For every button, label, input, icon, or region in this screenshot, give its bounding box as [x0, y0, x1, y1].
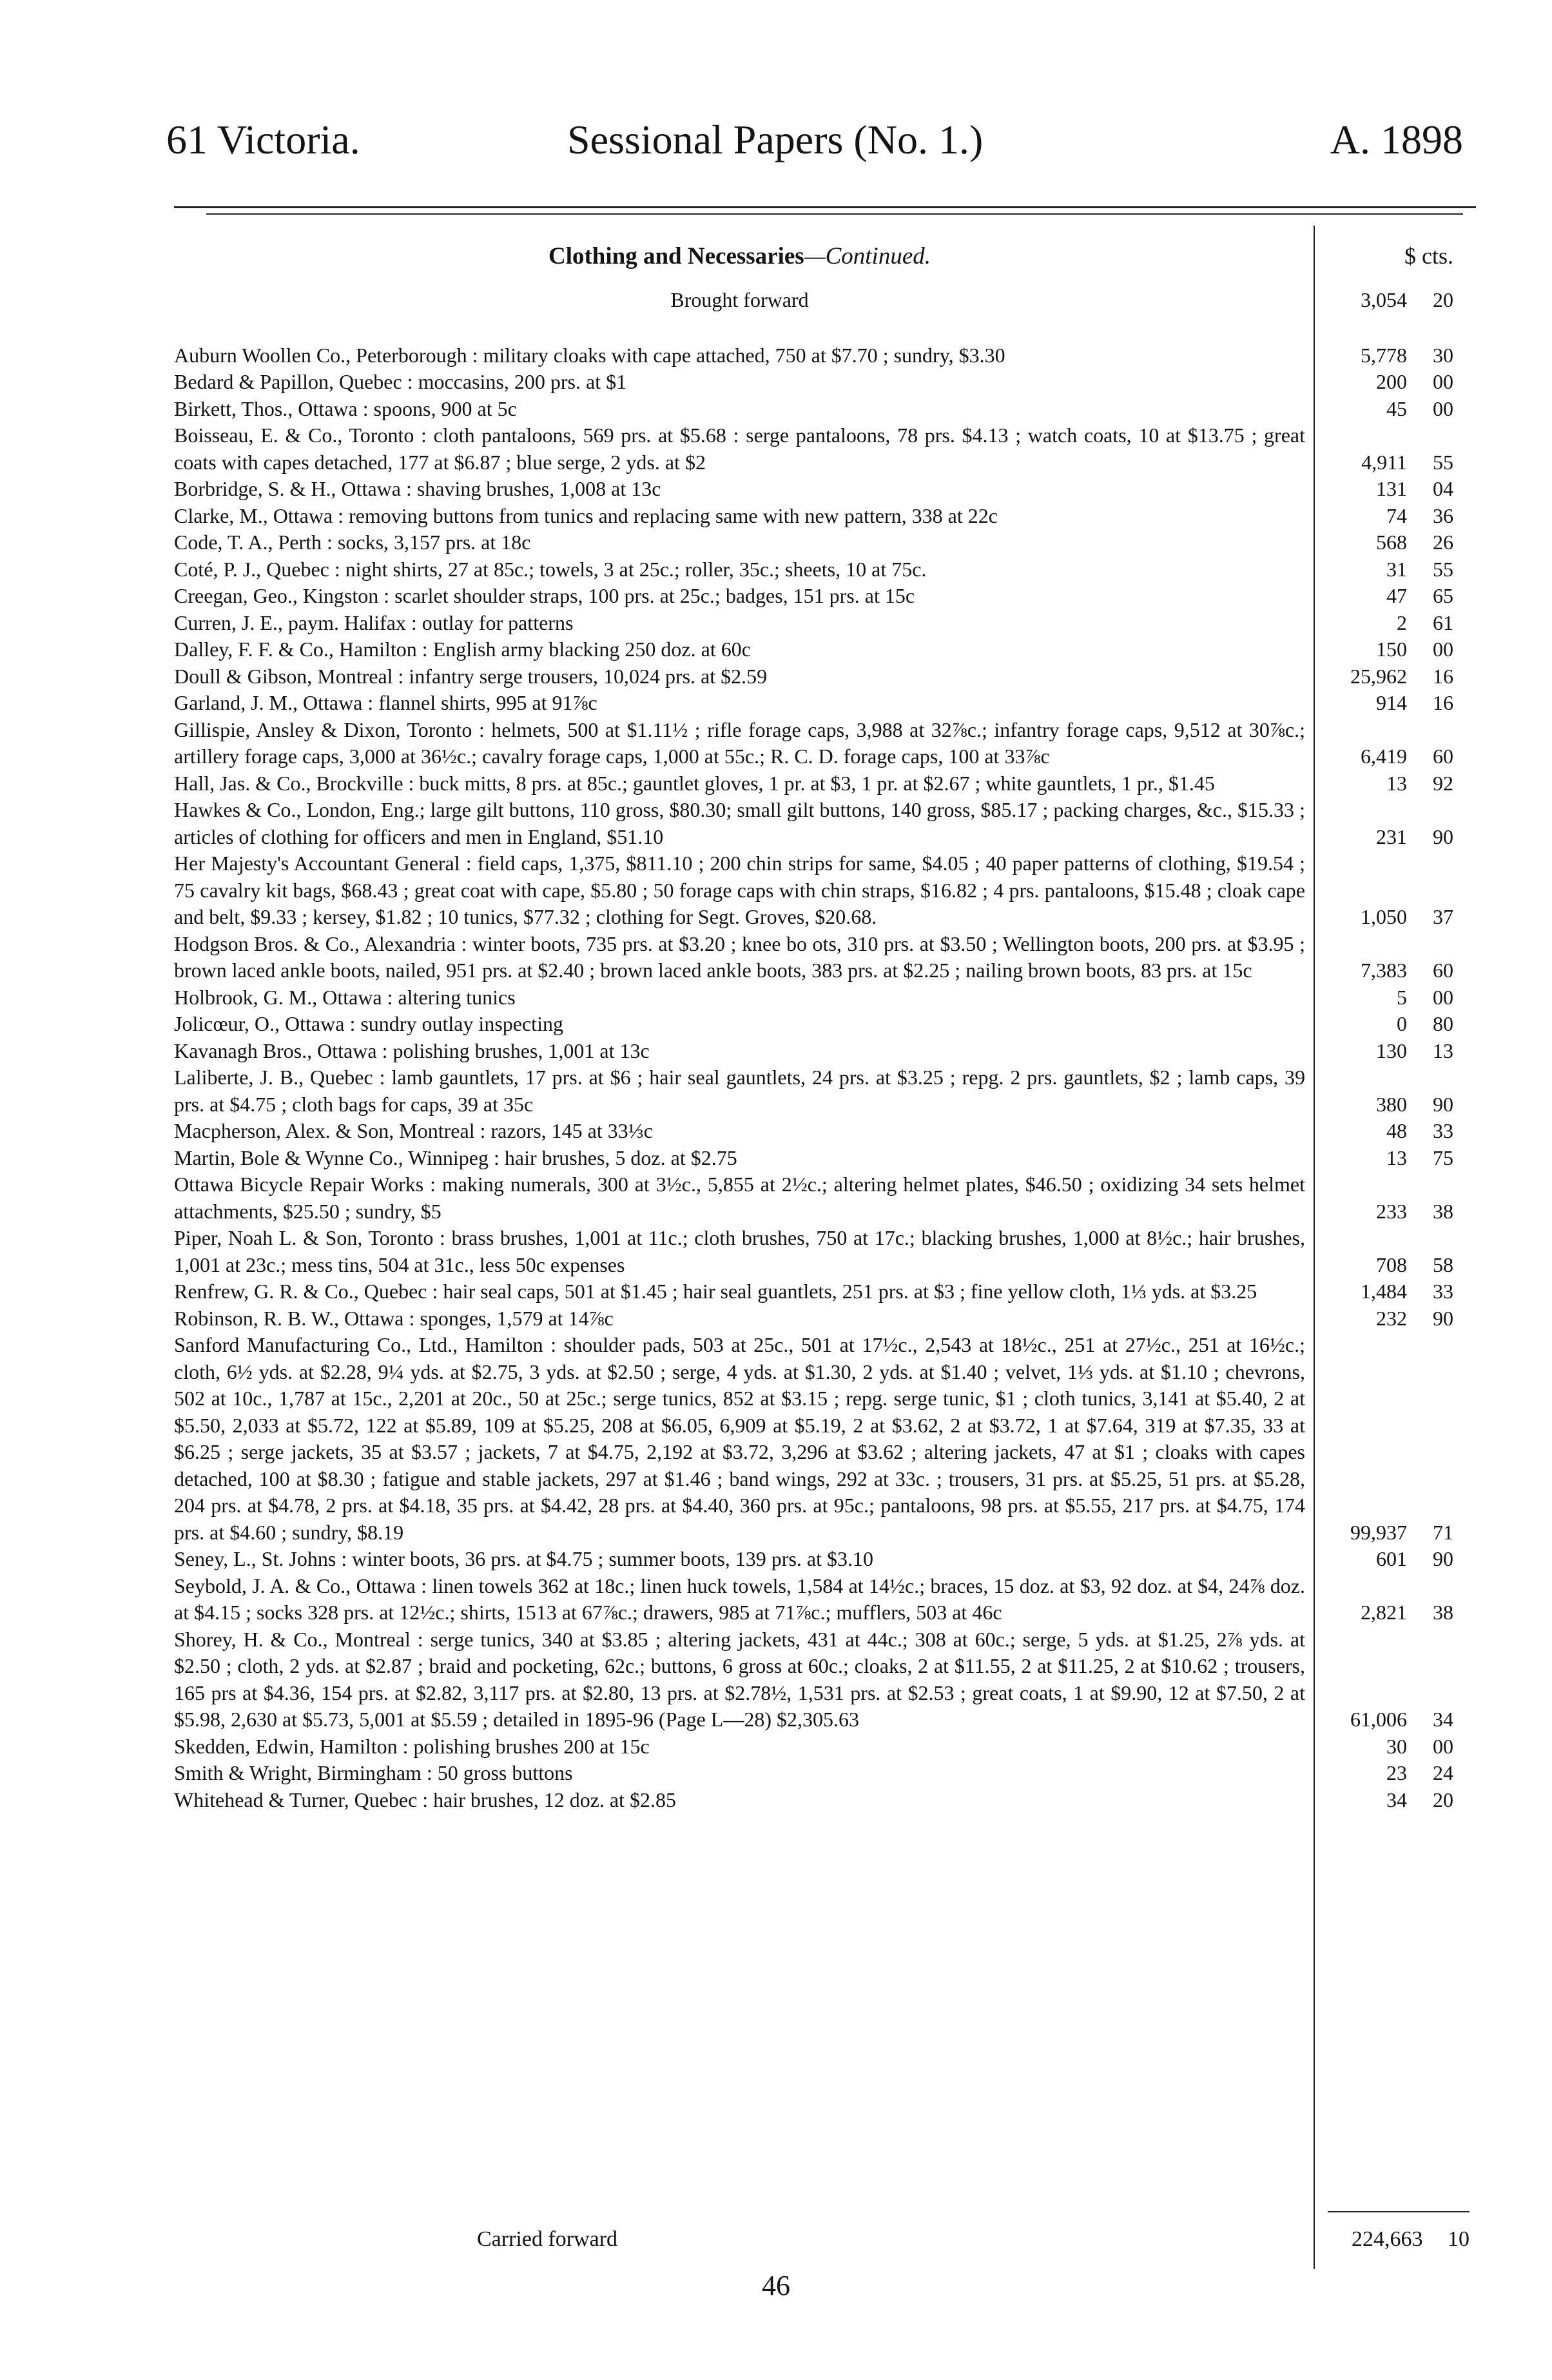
brought-forward-dollars: 3,054: [1361, 288, 1407, 311]
ledger-row: [174, 1118, 1476, 1145]
entry-description: Creegan, Geo., Kingston : scarlet shoulder straps, 100 prs. at 25c.; badges, 151 prs. at 15c: [174, 584, 915, 607]
ledger-row: [174, 1171, 1476, 1225]
ledger-row: [174, 1225, 1476, 1278]
entry-cents: 65: [1433, 584, 1453, 607]
ledger-row: [174, 1760, 1476, 1787]
ledger-row: [174, 583, 1476, 610]
entry-description: Hall, Jas. & Co., Brockville : buck mitts, 8 prs. at 85c.; gauntlet gloves, 1 pr. at $3, 1 pr. at $2.67 ; white gauntlets, 1 pr., $1.45: [174, 771, 1215, 795]
entry-cents: 00: [1433, 638, 1453, 661]
entry-description: Piper, Noah L. & Son, Toronto : brass brushes, 1,001 at 11c.; cloth brushes, 750 at 17c.; blacking brushes, 1,000 at 8½c.; hair brushes, 1,001 at 23c.; mess tins, 504 at 31c., less 50c expenses: [174, 1226, 1305, 1276]
ledger-row: [174, 529, 1476, 556]
amount-column-header: $ cts.: [1404, 242, 1453, 269]
entry-description: Auburn Woollen Co., Peterborough : military cloaks with cape attached, 750 at $7.70 ; sundry, $3.30: [174, 343, 1005, 367]
entry-description: Renfrew, G. R. & Co., Quebec : hair seal caps, 501 at $1.45 ; hair seal guantlets, 251 prs. at $3 ; fine yellow cloth, 1⅓ yds. at $3.25: [174, 1280, 1257, 1303]
entry-amount: [1305, 1011, 1466, 1038]
entry-description: Clarke, M., Ottawa : removing buttons from tunics and replacing same with new pattern, 338 at 22c: [174, 503, 998, 527]
ledger-row: [174, 1064, 1476, 1118]
entry-description: Borbridge, S. & H., Ottawa : shaving brushes, 1,008 at 13c: [174, 477, 661, 500]
entry-description: Doull & Gibson, Montreal : infantry serge trousers, 10,024 prs. at $2.59: [174, 664, 768, 688]
entry-amount: [1305, 1278, 1466, 1305]
entry-dollars: 45: [1386, 396, 1407, 420]
entry-amount: [1305, 1706, 1466, 1733]
header-rule-thin: [206, 213, 1463, 215]
entry-cents: 92: [1433, 771, 1453, 795]
entry-dollars: 601: [1376, 1547, 1407, 1570]
entry-dollars: 74: [1386, 503, 1407, 527]
entry-dollars: 1,484: [1361, 1280, 1407, 1303]
entry-dollars: 30: [1386, 1734, 1407, 1758]
ledger-row: [174, 690, 1476, 717]
entry-dollars: 2: [1397, 610, 1407, 634]
entry-dollars: 0: [1397, 1012, 1407, 1035]
entry-dollars: 99,937: [1350, 1520, 1407, 1544]
ledger-row: [174, 717, 1476, 770]
entry-cents: 90: [1433, 1092, 1453, 1116]
entry-dollars: 6,419: [1361, 745, 1407, 768]
entry-amount: [1305, 957, 1466, 984]
entry-description: Jolicœur, O., Ottawa : sundry outlay inspecting: [174, 1012, 563, 1035]
entry-description: Seybold, J. A. & Co., Ottawa : linen towels 362 at 18c.; linen huck towels, 1,584 at 14½c.; braces, 15 doz. at $3, 92 doz. at $4, 24⅞ doz. at $4.15 ; socks 328 prs. at 12½c.; shirts, 1513 at 67⅞c.; drawers, 985 at 71⅞c.; mufflers, 503 at 46c: [174, 1574, 1305, 1624]
entry-cents: 33: [1433, 1119, 1453, 1142]
entry-description: Shorey, H. & Co., Montreal : serge tunics, 340 at $3.85 ; altering jackets, 431 at 44c.; 308 at 60c.; serge, 5 yds. at $1.25, 2⅞ yds. at $2.50 ; cloth, 2 yds. at $2.87 ; braid and pocketing, 62c.; buttons, 6 gross at 60c.; cloaks, 2 at $11.55, 2 at $11.25, 2 at $10.62 ; trousers, 165 prs at $4.36, 154 prs. at $2.82, 3,117 prs. at $2.80, 13 prs. at $2.78½, 1,531 prs. at $2.53 ; great coats, 1 at $9.90, 12 at $7.50, 2 at $5.98, 2,630 at $5.73, 5,001 at $5.59 ; detailed in 1895-96 (Page L—28) $2,305.63: [174, 1627, 1305, 1731]
entry-description: Hodgson Bros. & Co., Alexandria : winter boots, 735 prs. at $3.20 ; knee bo ots, 310 prs. at $3.50 ; Wellington boots, 200 prs. at $3.95 ; brown laced ankle boots, nailed, 951 prs. at $2.40 ; brown laced ankle boots, 383 prs. at $2.25 ; nailing brown boots, 83 prs. at 15c: [174, 932, 1305, 982]
entry-amount: [1305, 503, 1466, 530]
entry-amount: [1305, 1118, 1466, 1145]
entry-cents: 00: [1433, 396, 1453, 420]
entry-amount: [1305, 610, 1466, 637]
entry-cents: 38: [1433, 1601, 1453, 1624]
ledger-row: [174, 1573, 1476, 1626]
ledger-row: [174, 342, 1476, 369]
entry-description: Robinson, R. B. W., Ottawa : sponges, 1,579 at 14⅞c: [174, 1306, 614, 1330]
entry-dollars: 150: [1376, 638, 1407, 661]
entry-amount: [1305, 529, 1466, 556]
ledger-row: [174, 1546, 1476, 1573]
entry-description: Whitehead & Turner, Quebec : hair brushes, 12 doz. at $2.85: [174, 1788, 676, 1811]
ledger-table: [174, 226, 1476, 1813]
entry-amount: [1305, 690, 1466, 717]
entry-cents: 61: [1433, 610, 1453, 634]
entry-cents: 16: [1433, 664, 1453, 688]
ledger-row: [174, 369, 1476, 396]
ledger-row: [174, 1011, 1476, 1038]
entry-dollars: 914: [1376, 691, 1407, 714]
entry-description: Boisseau, E. & Co., Toronto : cloth pantaloons, 569 prs. at $5.68 : serge pantaloons, 78 prs. $4.13 ; watch coats, 10 at $13.75 ; great coats with capes detached, 177 at $6.87 ; blue serge, 2 yds. at $2: [174, 424, 1305, 474]
section-title: [174, 243, 1305, 270]
entry-amount: [1305, 743, 1466, 770]
entry-cents: 90: [1433, 824, 1453, 848]
carried-forward-label: Carried forward: [477, 2227, 618, 2251]
ledger-entries: [174, 342, 1476, 1814]
entry-cents: 38: [1433, 1199, 1453, 1223]
entry-cents: 30: [1433, 343, 1453, 367]
section-header-row: [174, 226, 1476, 287]
ledger-row: [174, 1278, 1476, 1305]
entry-cents: 00: [1433, 985, 1453, 1009]
entry-amount: [1305, 369, 1466, 396]
entry-description: Coté, P. J., Quebec : night shirts, 27 at 85c.; towels, 3 at 25c.; roller, 35c.; sheets, 10 at 75c.: [174, 557, 927, 581]
entry-description: Skedden, Edwin, Hamilton : polishing brushes 200 at 15c: [174, 1734, 650, 1758]
entry-cents: 71: [1433, 1520, 1453, 1544]
total-rule: [1328, 2211, 1470, 2212]
ledger-row: [174, 396, 1476, 423]
entry-description: Hawkes & Co., London, Eng.; large gilt buttons, 110 gross, $80.30; small gilt buttons, 140 gross, $85.17 ; packing charges, &c., $15.33 ; articles of clothing for officers and men in England, $51.10: [174, 798, 1305, 848]
year-label: A. 1898: [1330, 117, 1463, 162]
entry-cents: 36: [1433, 503, 1453, 527]
entry-amount: [1305, 1519, 1466, 1546]
entry-cents: 80: [1433, 1012, 1453, 1035]
brought-forward-amount: [1305, 287, 1466, 314]
entry-dollars: 200: [1376, 370, 1407, 393]
entry-description: Smith & Wright, Birmingham : 50 gross buttons: [174, 1761, 573, 1784]
entry-description: Ottawa Bicycle Repair Works : making numerals, 300 at 3½c., 5,855 at 2½c.; altering helmet plates, $46.50 ; oxidizing 34 sets helmet attachments, $25.50 ; sundry, $5: [174, 1173, 1305, 1223]
entry-description: Gillispie, Ansley & Dixon, Toronto : helmets, 500 at $1.11½ ; rifle forage caps, 3,988 at 32⅞c.; infantry forage caps, 9,512 at 30⅞c.; artillery forage caps, 3,000 at 36½c.; cavalry forage caps, 1,000 at 55c.; R. C. D. forage caps, 100 at 33⅞c: [174, 717, 1305, 768]
entry-amount: [1305, 1038, 1466, 1065]
ledger-row: [174, 1145, 1476, 1172]
ledger-row: [174, 1787, 1476, 1814]
entry-dollars: 131: [1376, 477, 1407, 500]
entry-amount: [1305, 1305, 1466, 1332]
entry-cents: 24: [1433, 1761, 1453, 1784]
entry-amount: [1305, 904, 1466, 931]
page-number: 46: [762, 2270, 790, 2301]
ledger-row: [174, 850, 1476, 931]
spacer: [174, 314, 1476, 342]
entry-description: Kavanagh Bros., Ottawa : polishing brushes, 1,001 at 13c: [174, 1039, 650, 1062]
ledger-row: [174, 476, 1476, 503]
entry-cents: 13: [1433, 1039, 1453, 1062]
entry-amount: [1305, 1198, 1466, 1225]
entry-amount: [1305, 556, 1466, 583]
entry-dollars: 48: [1386, 1119, 1407, 1142]
ledger-row: [174, 984, 1476, 1011]
entry-description: Laliberte, J. B., Quebec : lamb gauntlets, 17 prs. at $6 ; hair seal gauntlets, 24 prs. at $3.25 ; repg. 2 prs. gauntlets, $2 ; lamb caps, 39 prs. at $4.75 ; cloth bags for caps, 39 at 35c: [174, 1066, 1305, 1116]
entry-description: Holbrook, G. M., Ottawa : altering tunics: [174, 985, 516, 1009]
entry-cents: 04: [1433, 477, 1453, 500]
entry-dollars: 568: [1376, 531, 1407, 554]
brought-forward-label: Brought forward: [670, 288, 809, 311]
ledger-row: [174, 1626, 1476, 1733]
entry-cents: 60: [1433, 959, 1453, 982]
entry-dollars: 34: [1386, 1788, 1407, 1811]
entry-cents: 90: [1433, 1306, 1453, 1330]
ledger-row: [174, 1305, 1476, 1332]
entry-cents: 34: [1433, 1708, 1453, 1731]
carried-forward-amount: [1352, 2227, 1470, 2252]
entry-cents: 37: [1433, 905, 1453, 928]
entry-cents: 33: [1433, 1280, 1453, 1303]
entry-description: Garland, J. M., Ottawa : flannel shirts, 995 at 91⅞c: [174, 691, 597, 714]
entry-description: Birkett, Thos., Ottawa : spoons, 900 at 5c: [174, 396, 517, 420]
entry-dollars: 47: [1386, 584, 1407, 607]
entry-amount: [1305, 1252, 1466, 1279]
entry-dollars: 233: [1376, 1199, 1407, 1223]
entry-dollars: 130: [1376, 1039, 1407, 1062]
entry-cents: 58: [1433, 1253, 1453, 1276]
entry-amount: [1305, 476, 1466, 503]
entry-cents: 60: [1433, 745, 1453, 768]
entry-amount: [1305, 1091, 1466, 1118]
ledger-row: [174, 610, 1476, 637]
header-rule: [174, 206, 1476, 208]
entry-dollars: 13: [1386, 771, 1407, 795]
entry-dollars: 5,778: [1361, 343, 1407, 367]
entry-dollars: 231: [1376, 824, 1407, 848]
entry-amount: [1305, 663, 1466, 690]
ledger-row: [174, 1733, 1476, 1761]
ledger-row: [174, 556, 1476, 583]
ledger-row: [174, 663, 1476, 690]
entry-dollars: 23: [1386, 1761, 1407, 1784]
ledger-row: [174, 1038, 1476, 1065]
ledger-row: [174, 422, 1476, 476]
entry-amount: [1305, 583, 1466, 610]
entry-dollars: 2,821: [1361, 1601, 1407, 1624]
entry-dollars: 61,006: [1350, 1708, 1407, 1731]
entry-description: Macpherson, Alex. & Son, Montreal : razors, 145 at 33⅓c: [174, 1119, 653, 1142]
entry-dollars: 708: [1376, 1253, 1407, 1276]
entry-amount: [1305, 1787, 1466, 1814]
entry-cents: 00: [1433, 1734, 1453, 1758]
ledger-row: [174, 1332, 1476, 1546]
entry-dollars: 4,911: [1361, 450, 1407, 474]
entry-cents: 75: [1433, 1146, 1453, 1169]
entry-dollars: 232: [1376, 1306, 1407, 1330]
ledger-row: [174, 770, 1476, 797]
entry-description: Her Majesty's Accountant General : field caps, 1,375, $811.10 ; 200 chin strips for same, $4.05 ; 40 paper patterns of clothing, $19.54 ; 75 cavalry kit bags, $68.43 ; great coat with cape, $5.80 ; 50 forage caps with chin straps, $16.82 ; 4 prs. pantaloons, $15.48 ; cloak cape and belt, $9.33 ; kersey, $1.82 ; 10 tunics, $77.32 ; clothing for Segt. Groves, $20.68.: [174, 852, 1305, 928]
entry-dollars: 7,383: [1361, 959, 1407, 982]
entry-amount: [1305, 824, 1466, 851]
entry-description: Seney, L., St. Johns : winter boots, 36 prs. at $4.75 ; summer boots, 139 prs. at $3.10: [174, 1547, 873, 1570]
session-label: 61 Victoria.: [166, 117, 360, 162]
ledger-row: [174, 503, 1476, 530]
entry-dollars: 380: [1376, 1092, 1407, 1116]
entry-amount: [1305, 636, 1466, 663]
entry-description: Dalley, F. F. & Co., Hamilton : English army blacking 250 doz. at 60c: [174, 638, 751, 661]
entry-description: Code, T. A., Perth : socks, 3,157 prs. at 18c: [174, 531, 531, 554]
carried-forward-cents: 10: [1448, 2227, 1470, 2251]
brought-forward-row: [174, 287, 1476, 314]
entry-cents: 90: [1433, 1547, 1453, 1570]
entry-amount: [1305, 770, 1466, 797]
ledger-row: [174, 931, 1476, 984]
entry-amount: [1305, 396, 1466, 423]
section-continued: —Continued.: [804, 242, 931, 269]
entry-cents: 26: [1433, 531, 1453, 554]
carried-forward-dollars: 224,663: [1352, 2227, 1423, 2251]
entry-amount: [1305, 1733, 1466, 1761]
entry-amount: [1305, 449, 1466, 476]
entry-amount: [1305, 1760, 1466, 1787]
entry-cents: 00: [1433, 370, 1453, 393]
entry-cents: 55: [1433, 557, 1453, 581]
entry-description: Curren, J. E., paym. Halifax : outlay for patterns: [174, 610, 574, 634]
entry-amount: [1305, 1145, 1466, 1172]
entry-dollars: 31: [1386, 557, 1407, 581]
entry-amount: [1305, 1546, 1466, 1573]
entry-amount: [1305, 1599, 1466, 1626]
entry-cents: 16: [1433, 691, 1453, 714]
entry-amount: [1305, 984, 1466, 1011]
ledger-row: [174, 636, 1476, 663]
entry-description: Sanford Manufacturing Co., Ltd., Hamilton : shoulder pads, 503 at 25c., 501 at 17½c., 2,543 at 18½c., 251 at 27½c., 251 at 16½c.; cloth, 6½ yds. at $2.28, 9¼ yds. at $2.75, 3 yds. at $2.50 ; serge, 4 yds. at $1.30, 2 yds. at $1.40 ; velvet, 1⅓ yds. at $1.10 ; chevrons, 502 at 10c., 1,787 at 15c., 2,201 at 20c., 50 at 25c.; serge tunics, 852 at $3.15 ; repg. serge tunic, $1 ; cloth tunics, 3,141 at $5.40, 2 at $5.50, 2,033 at $5.72, 122 at $5.89, 109 at $5.25, 208 at $6.05, 6,909 at $5.19, 2 at $3.62, 2 at $3.72, 1 at $7.64, 319 at $7.35, 33 at $6.25 ; serge jackets, 35 at $3.57 ; jackets, 7 at $4.75, 2,192 at $3.72, 3,296 at $3.62 ; altering jackets, 47 at $1 ; cloaks with capes detached, 100 at $8.30 ; fatigue and stable jackets, 297 at $1.46 ; band wings, 292 at 33c. ; trousers, 31 prs. at $5.25, 51 prs. at $5.28, 204 prs. at $4.78, 2 prs. at $4.18, 35 prs. at $4.42, 28 prs. at $4.40, 360 prs. at 95c.; pantaloons, 98 prs. at $5.55, 217 prs. at $4.75, 174 prs. at $4.60 ; sundry, $8.19: [174, 1333, 1305, 1544]
entry-cents: 55: [1433, 450, 1453, 474]
entry-dollars: 25,962: [1350, 664, 1407, 688]
entry-dollars: 1,050: [1361, 905, 1407, 928]
entry-amount: [1305, 342, 1466, 369]
document-title: Sessional Papers (No. 1.): [567, 117, 984, 162]
ledger-row: [174, 797, 1476, 850]
entry-cents: 20: [1433, 1788, 1453, 1811]
entry-description: Martin, Bole & Wynne Co., Winnipeg : hair brushes, 5 doz. at $2.75: [174, 1146, 737, 1169]
entry-dollars: 5: [1397, 985, 1407, 1009]
entry-description: Bedard & Papillon, Quebec : moccasins, 200 prs. at $1: [174, 370, 627, 393]
section-title-text: Clothing and Necessaries: [548, 242, 804, 269]
brought-forward-cents: 20: [1433, 288, 1453, 311]
entry-dollars: 13: [1386, 1146, 1407, 1169]
